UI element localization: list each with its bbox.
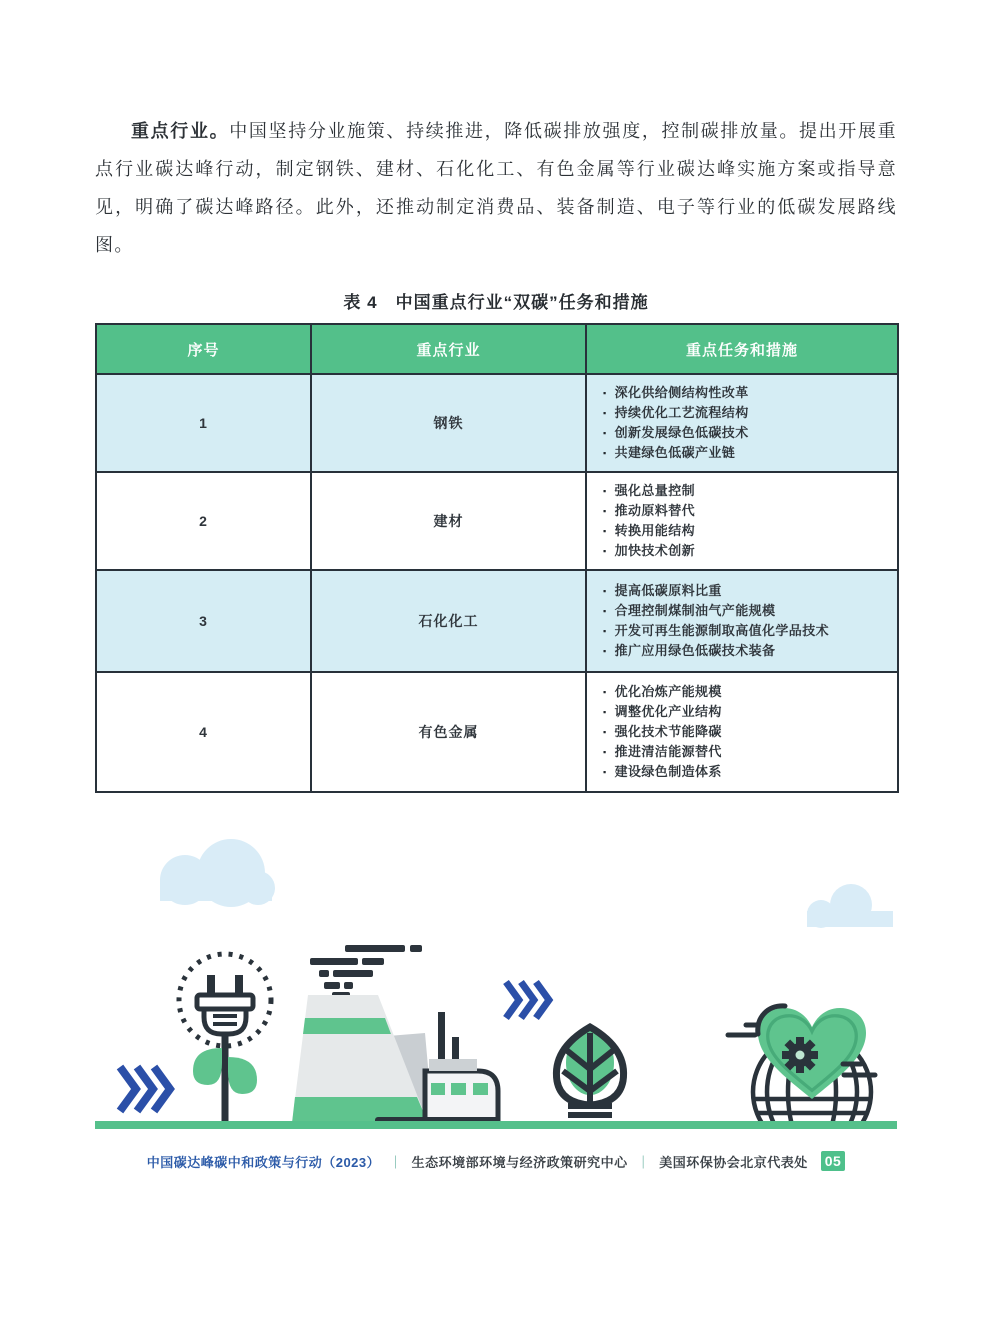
task-item	[603, 445, 889, 461]
task-item	[603, 523, 889, 539]
row-tasks	[586, 472, 898, 570]
task-text: 创新发展绿色低碳技术	[614, 425, 749, 440]
task-text: 推进清洁能源替代	[614, 744, 722, 759]
row-tasks	[586, 672, 898, 792]
page-content	[95, 112, 897, 1171]
task-item	[603, 425, 889, 441]
bullet-square-icon: ▪	[603, 428, 607, 438]
footer-org2: 美国环保协会北京代表处	[659, 1154, 808, 1170]
task-item	[603, 684, 889, 700]
task-item	[603, 764, 889, 780]
bullet-square-icon: ▪	[603, 486, 607, 496]
task-item	[603, 724, 889, 740]
eco-industry-illustration	[95, 837, 897, 1129]
task-text: 推广应用绿色低碳技术装备	[614, 643, 776, 658]
row-industry: 有色金属	[311, 672, 586, 792]
table-row	[96, 570, 898, 672]
bullet-square-icon: ▪	[603, 646, 607, 656]
task-text: 合理控制煤制油气产能规模	[614, 603, 776, 618]
footer-doc-title: 中国碳达峰碳中和政策与行动（2023）	[146, 1154, 381, 1170]
bullet-square-icon: ▪	[603, 546, 607, 556]
intro-paragraph	[95, 112, 897, 264]
plug-tree-icon	[179, 954, 271, 1125]
row-industry: 建材	[311, 472, 586, 570]
task-text: 持续优化工艺流程结构	[614, 405, 749, 420]
chevrons-icon	[506, 982, 549, 1018]
task-text: 加快技术创新	[614, 543, 695, 558]
cloud-icon	[160, 839, 275, 907]
bullet-square-icon: ▪	[603, 606, 607, 616]
row-no: 4	[96, 672, 311, 792]
task-text: 开发可再生能源制取高值化学品技术	[614, 623, 829, 638]
heart-gear-globe-icon	[728, 1006, 875, 1099]
task-text: 提高低碳原料比重	[614, 583, 722, 598]
bullet-square-icon: ▪	[603, 586, 607, 596]
task-item	[603, 603, 889, 619]
table-row	[96, 672, 898, 792]
col-header-industry: 重点行业	[311, 324, 586, 374]
col-header-no: 序号	[96, 324, 311, 374]
factory-icon	[292, 945, 500, 1124]
task-item	[603, 385, 889, 401]
task-item	[603, 704, 889, 720]
paragraph-lead: 重点行业。	[131, 121, 230, 141]
chevrons-icon	[120, 1067, 170, 1111]
paragraph-body: 中国坚持分业施策、持续推进，降低碳排放强度，控制碳排放量。提出开展重点行业碳达峰行动，制定钢铁、建材、石化化工、有色金属等行业碳达峰实施方案或指导意见，明确了碳达峰路径。此外，还推动制定消费品、装备制造、电子等行业的低碳发展路线图。	[95, 121, 898, 255]
task-item	[603, 543, 889, 559]
bullet-square-icon: ▪	[603, 388, 607, 398]
cloud-icon	[807, 884, 893, 928]
task-text: 推动原料替代	[614, 503, 695, 518]
table-header-row	[96, 324, 898, 374]
footer-org1: 生态环境部环境与经济政策研究中心	[411, 1154, 628, 1170]
task-text: 优化冶炼产能规模	[614, 684, 722, 699]
task-item	[603, 405, 889, 421]
task-text: 建设绿色制造体系	[614, 764, 722, 779]
col-header-tasks: 重点任务和措施	[586, 324, 898, 374]
row-industry: 钢铁	[311, 374, 586, 472]
task-item	[603, 744, 889, 760]
ground-line	[95, 1121, 897, 1129]
task-item	[603, 623, 889, 639]
footer-separator: ｜	[636, 1154, 651, 1170]
task-text: 共建绿色低碳产业链	[614, 445, 736, 460]
task-text: 强化总量控制	[614, 483, 695, 498]
row-industry: 石化化工	[311, 570, 586, 672]
leaf-bulb-icon	[556, 1027, 623, 1126]
table-title: 表 4 中国重点行业“双碳”任务和措施	[343, 293, 649, 312]
task-text: 调整优化产业结构	[614, 704, 722, 719]
bullet-square-icon: ▪	[603, 506, 607, 516]
task-item	[603, 483, 889, 499]
bullet-square-icon: ▪	[603, 448, 607, 458]
page-number-badge: 05	[821, 1151, 846, 1171]
bullet-square-icon: ▪	[603, 626, 607, 636]
key-industries-table	[95, 323, 899, 793]
row-tasks	[586, 570, 898, 672]
row-tasks	[586, 374, 898, 472]
bullet-square-icon: ▪	[603, 767, 607, 777]
gear-icon	[782, 1037, 818, 1073]
row-no: 1	[96, 374, 311, 472]
footer-separator: ｜	[389, 1154, 403, 1170]
table-row	[96, 374, 898, 472]
bullet-square-icon: ▪	[603, 747, 607, 757]
table-row	[96, 472, 898, 570]
row-no: 3	[96, 570, 311, 672]
bullet-square-icon: ▪	[603, 727, 607, 737]
row-no: 2	[96, 472, 311, 570]
bullet-square-icon: ▪	[603, 408, 607, 418]
task-text: 强化技术节能降碳	[614, 724, 722, 739]
bullet-square-icon: ▪	[603, 707, 607, 717]
bullet-square-icon: ▪	[603, 687, 607, 697]
task-item	[603, 583, 889, 599]
page-footer	[95, 1151, 897, 1171]
task-item	[603, 503, 889, 519]
task-text: 转换用能结构	[614, 523, 695, 538]
task-text: 深化供给侧结构性改革	[614, 385, 749, 400]
task-item	[603, 643, 889, 659]
bullet-square-icon: ▪	[603, 526, 607, 536]
